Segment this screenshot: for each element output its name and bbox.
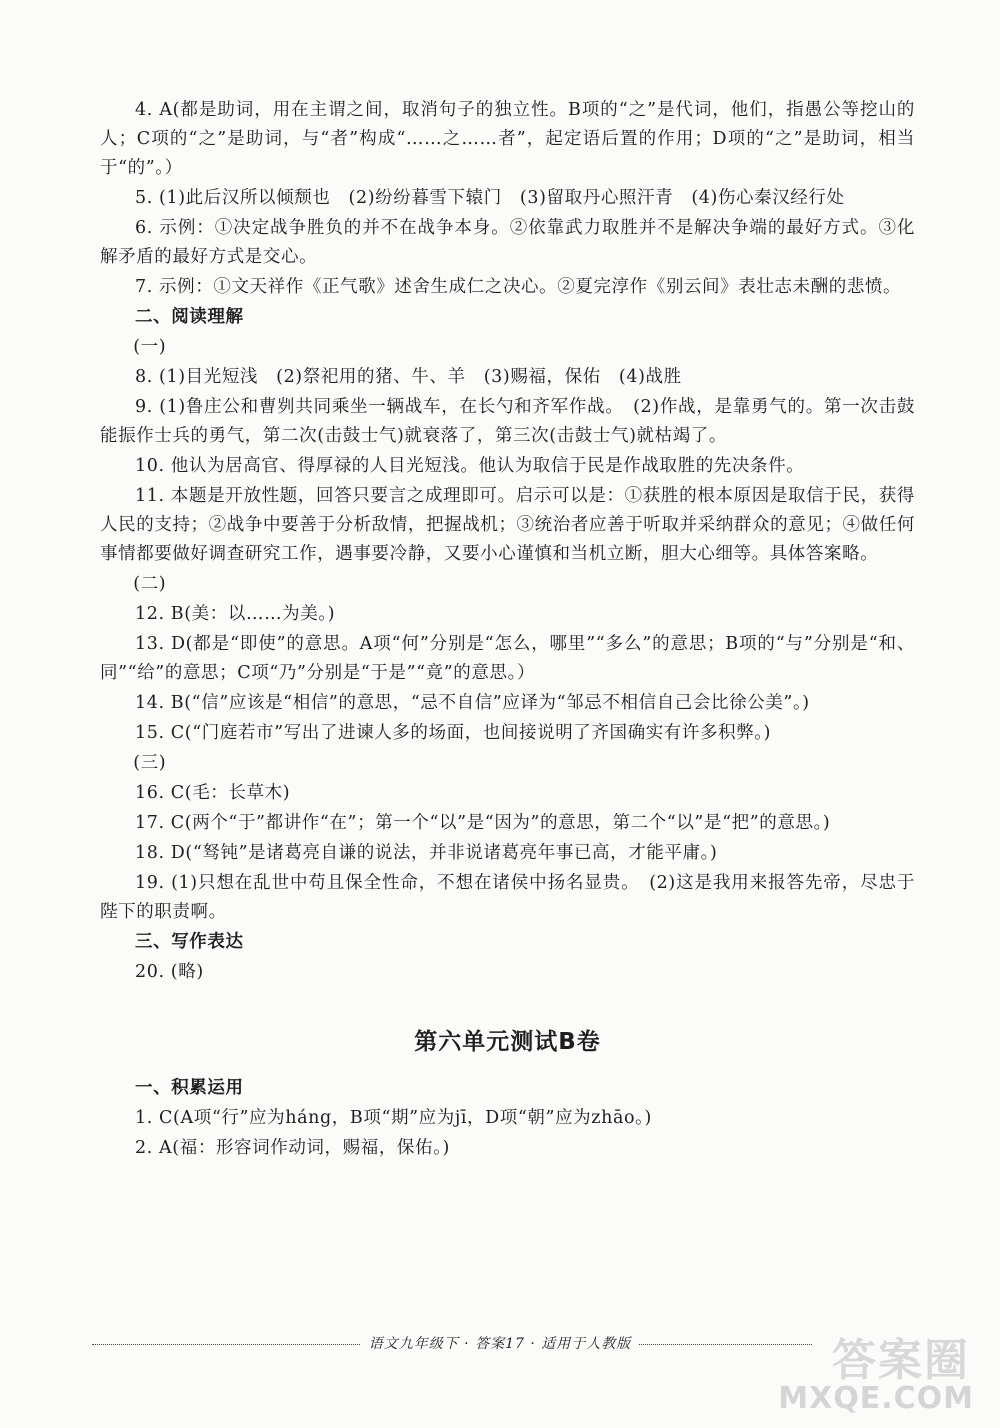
answer-item: 11. 本题是开放性题，回答只要言之成理即可。启示可以是：①获胜的根本原因是取信于民，获得人民的支持；②战争中要善于分析敌情，把握战机；③统治者应善于听取并采纳群众的意见；④做任何事情都要做好调查研究工作，遇事要冷静，又要小心谨慎和当机立断，胆大心细等。具体答案略。	[100, 486, 915, 564]
watermark-url: MXQE.COM	[778, 1381, 974, 1416]
answer-item: 6. 示例：①决定战争胜负的并不在战争本身。②依靠武力取胜并不是解决争端的最好方式。③化解矛盾的最好方式是交心。	[100, 218, 915, 267]
answer-item: 1. C(A项“行”应为háng，B项“期”应为jī，D项“朝”应为zhāo。)	[135, 1108, 652, 1128]
answer-content	[100, 96, 915, 1164]
section-heading: 三、写作表达	[135, 932, 244, 952]
answer-item: 20. (略)	[135, 962, 204, 982]
answer-item: 17. C(两个“于”都讲作“在”；第一个“以”是“因为”的意思，第二个“以”是“把”的意思。)	[135, 813, 831, 833]
unit-title: 第六单元测试B卷	[414, 1029, 601, 1055]
answer-item: 5. (1)此后汉所以倾颓也 (2)纷纷暮雪下辕门 (3)留取丹心照汗青 (4)伤心秦汉经行处	[135, 188, 845, 208]
subsection-label: (二)	[133, 574, 167, 594]
answer-item: 16. C(毛：长草木)	[135, 783, 291, 803]
answer-item: 12. B(美：以……为美。)	[135, 604, 336, 624]
answer-item: 14. B(“信”应该是“相信”的意思，“忌不自信”应译为“邹忌不相信自己会比徐公美”。)	[135, 693, 810, 713]
answer-item: 8. (1)目光短浅 (2)祭祀用的猪、牛、羊 (3)赐福，保佑 (4)战胜	[135, 367, 682, 387]
answer-item: 4. A(都是助词，用在主谓之间，取消句子的独立性。B项的“之”是代词，他们，指愚公等挖山的人；C项的“之”是助词，与“者”构成“……之……者”，起定语后置的作用；D项的“之”是助词，相当于“的”。）	[100, 100, 915, 178]
answer-item: 7. 示例：①文天祥作《正气歌》述舍生成仁之决心。②夏完淳作《别云间》表壮志未酬的悲愤。	[135, 277, 902, 297]
section-heading: 二、阅读理解	[135, 307, 244, 327]
footer-label: 语文九年级下 · 答案17 · 适用于人教版	[361, 1336, 640, 1352]
subsection-label: (一)	[133, 337, 167, 357]
answer-item: 19. (1)只想在乱世中苟且保全性命，不想在诸侯中扬名显贵。 (2)这是我用来报答先帝，尽忠于陛下的职责啊。	[100, 873, 915, 922]
answer-item: 18. D(“驽钝”是诸葛亮自谦的说法，并非说诸葛亮年事已高，才能平庸。)	[135, 843, 718, 863]
answer-item: 15. C(“门庭若市”写出了进谏人多的场面，也间接说明了齐国确实有许多积弊。)	[135, 723, 772, 743]
watermark-logo-text: 答案圈	[832, 1335, 970, 1386]
answer-list-bottom	[100, 1074, 915, 1163]
answer-item: 10. 他认为居高官、得厚禄的人目光短浅。他认为取信于民是作战取胜的先决条件。	[135, 456, 805, 476]
answer-item: 9. (1)鲁庄公和曹刿共同乘坐一辆战车，在长勺和齐军作战。 (2)作战，是靠勇气的。第一次击鼓能振作士兵的勇气，第二次(击鼓士气)就衰落了，第三次(击鼓士气)就枯竭了。	[100, 397, 915, 446]
answer-item: 2. A(福：形容词作动词，赐福，保佑。)	[135, 1138, 450, 1158]
section-heading: 一、积累运用	[135, 1078, 244, 1098]
subsection-label: (三)	[133, 753, 167, 773]
watermark-logo	[778, 1324, 980, 1416]
answer-list-top	[100, 96, 915, 987]
answer-item: 13. D(都是“即使”的意思。A项“何”分别是“怎么，哪里”“多么”的意思；B项的“与”分别是“和、同”“给”的意思；C项“乃”分别是“于是”“竟”的意思。）	[100, 634, 915, 683]
